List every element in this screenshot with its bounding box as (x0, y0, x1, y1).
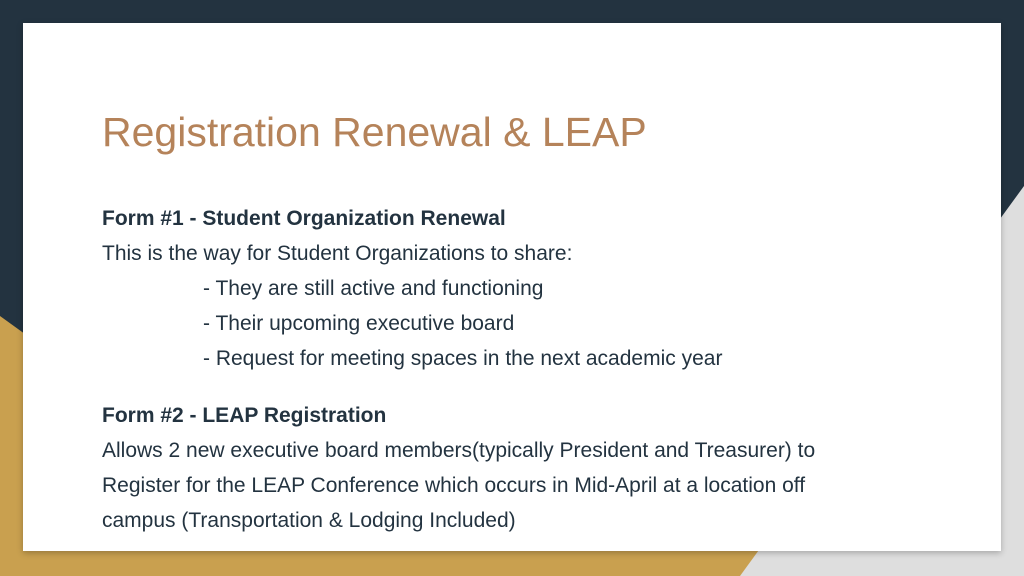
form1-intro: This is the way for Student Organizations to share: (102, 242, 573, 265)
form2-line: Register for the LEAP Conference which occurs in Mid-April at a location off (102, 474, 806, 497)
slide-title: Registration Renewal & LEAP (102, 109, 647, 155)
form2-line: Allows 2 new executive board members(typically President and Treasurer) to (102, 439, 816, 462)
form1-bullet: - Request for meeting spaces in the next academic year (203, 347, 723, 370)
form2-heading: Form #2 - LEAP Registration (102, 404, 387, 427)
slide (23, 23, 1001, 551)
form2-line: campus (Transportation & Lodging Included) (102, 509, 516, 532)
form1-bullet: - Their upcoming executive board (203, 312, 515, 335)
slide-body (102, 201, 962, 538)
form1-bullet: - They are still active and functioning (203, 277, 544, 300)
section-spacer (102, 376, 962, 398)
form1-heading: Form #1 - Student Organization Renewal (102, 207, 506, 230)
